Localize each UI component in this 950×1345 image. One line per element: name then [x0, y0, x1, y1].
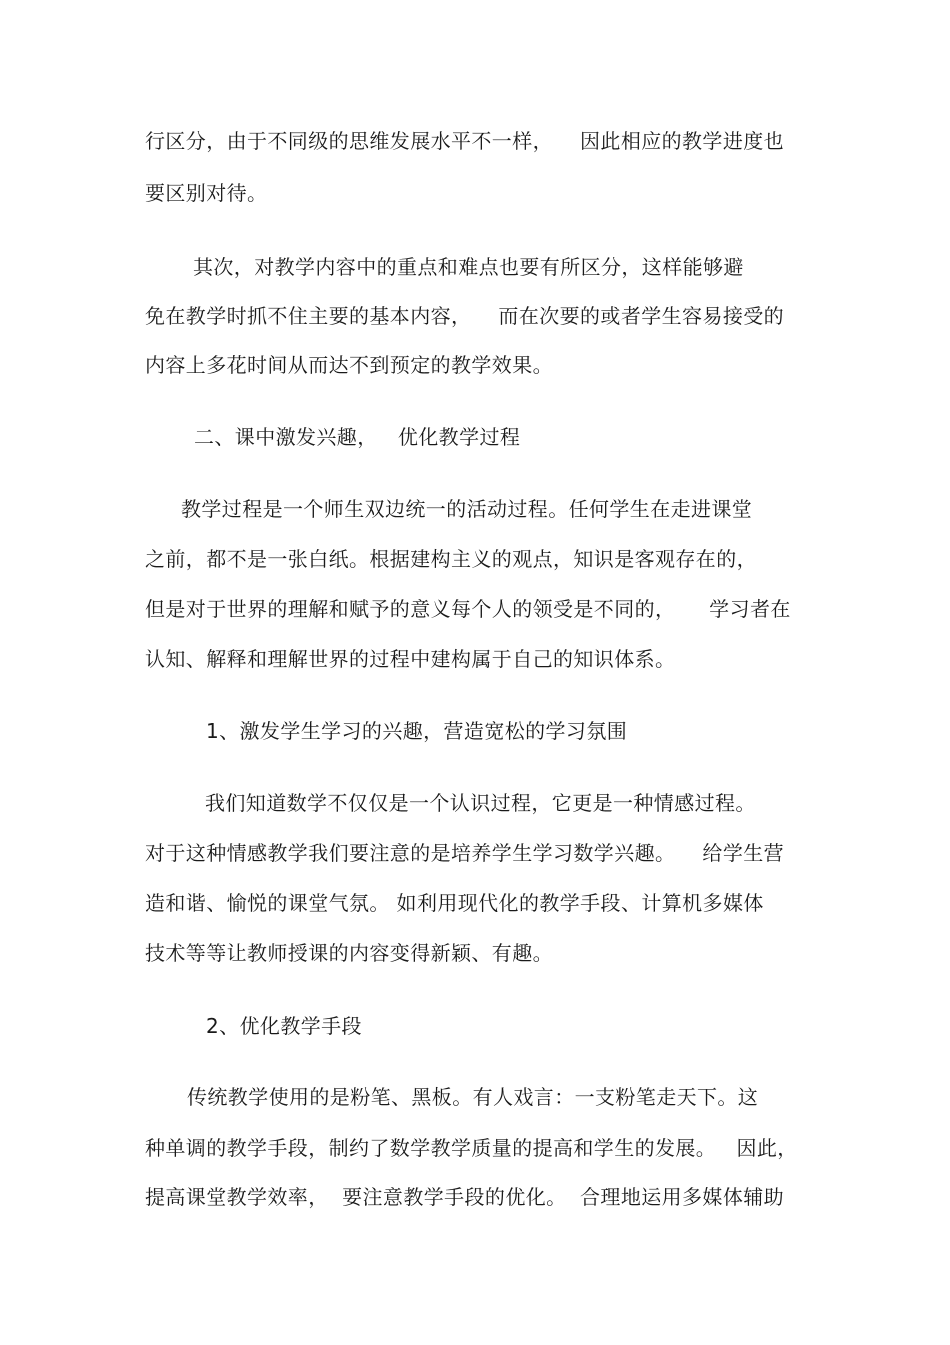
paragraph-line: 其次，对教学内容中的重点和难点也要有所区分，这样能够避 [193, 255, 744, 279]
paragraph-line: 传统教学使用的是粉笔、黑板。有人戏言：一支粉笔走天下。这 [187, 1085, 759, 1109]
paragraph-line: 内容上多花时间从而达不到预定的教学效果。 [145, 353, 553, 377]
paragraph-line: 种单调的教学手段，制约了数学教学质量的提高和学生的发展。 因此， [145, 1136, 798, 1160]
paragraph-line: 技术等等让教师授课的内容变得新颖、有趣。 [145, 941, 553, 965]
paragraph-line: 之前，都不是一张白纸。根据建构主义的观点，知识是客观存在的， [145, 547, 757, 571]
paragraph-line: 免在教学时抓不住主要的基本内容， 而在次要的或者学生容易接受的 [145, 304, 785, 328]
subsection-heading: 1、激发学生学习的兴趣，营造宽松的学习氛围 [206, 719, 628, 743]
paragraph-line: 对于这种情感教学我们要注意的是培养学生学习数学兴趣。 给学生营 [145, 841, 785, 865]
paragraph-line: 教学过程是一个师生双边统一的活动过程。任何学生在走进课堂 [181, 497, 753, 521]
paragraph-line: 行区分，由于不同级的思维发展水平不一样， 因此相应的教学进度也 [145, 129, 785, 153]
paragraph-line: 我们知道数学不仅仅是一个认识过程，它更是一种情感过程。 [205, 791, 756, 815]
paragraph-line: 但是对于世界的理解和赋予的意义每个人的领受是不同的， 学习者在 [145, 597, 791, 621]
paragraph-line: 造和谐、愉悦的课堂气氛。 如利用现代化的教学手段、计算机多媒体 [145, 891, 764, 915]
paragraph-line: 认知、解释和理解世界的过程中建构属于自己的知识体系。 [145, 647, 676, 671]
section-heading: 二、课中激发兴趣， 优化教学过程 [194, 425, 521, 449]
subsection-heading: 2、优化教学手段 [206, 1014, 362, 1038]
paragraph-line: 提高课堂教学效率， 要注意教学手段的优化。 合理地运用多媒体辅助 [145, 1185, 785, 1209]
paragraph-line: 要区别对待。 [145, 181, 268, 205]
